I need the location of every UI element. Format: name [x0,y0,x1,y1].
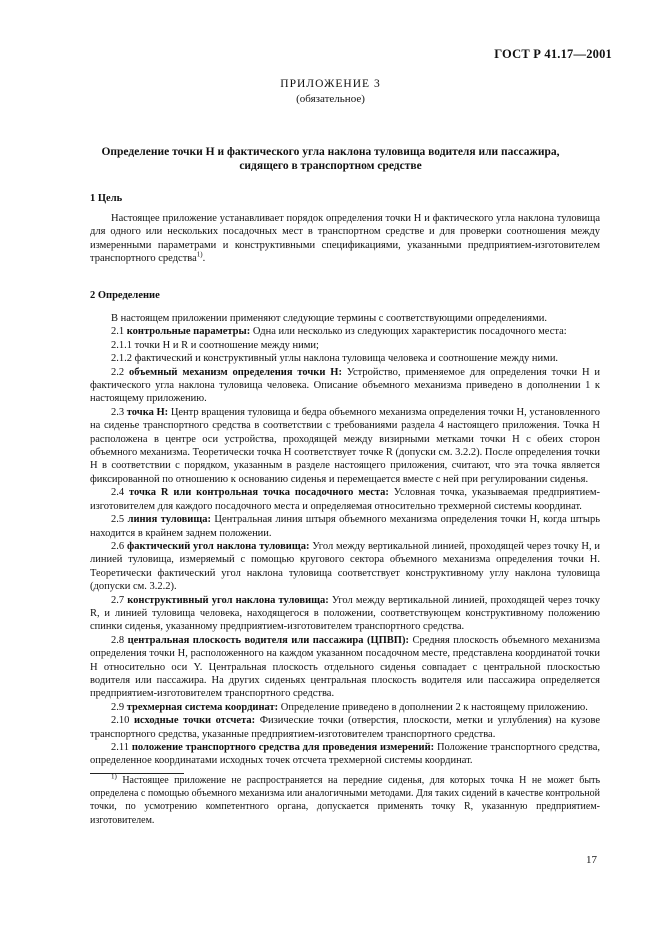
definition-number: 2.1 [111,326,125,338]
definition-item [90,366,600,406]
definition-number: 2.4 [111,487,125,499]
section-1-text: Настоящее приложение устанавливает порядок определения точки H и фактического угла наклона туловища для одного или нескольких посадочных мест в транспортном средстве и для проверки соотношения между измеренными параметрами и конструктивными спецификациями, указанными предприятием-изготовителем транспортного средства [90,213,600,265]
appendix-label: ПРИЛОЖЕНИЕ 3 [280,78,381,90]
definition-text: Центр вращения туловища и бедра объемного механизма определения точки H, установленного на сиденье транспортного средства в соответствии с требованиями раздела 4 настоящего приложения. Точка H расположена в центре оси устройства, проходящей между визирными метками точки H с обеих сторон объемного механизма. Теоретически точка H соответствует точке R (допуски см. 3.2.2). После определения точки H в соответствии с порядком, указанным в разделе настоящего приложения, считают, что эта точка является фиксированной по отношению к основанию сиденья и перемещается вместе с ней при регулировании сиденья. [90,406,600,485]
footnote-ref: 1) [196,250,203,259]
definition-number: 2.7 [111,594,125,606]
definition-number: 2.11 [111,742,129,753]
definition-term: контрольные параметры: [126,326,251,338]
definition-number: 2.6 [111,540,125,552]
definition-term: фактический угол наклона туловища: [126,540,310,552]
definition-text: Угол между вертикальной линией, проходящей через точку R, и линией туловища человека, находящегося в положении, соответствующем конструктивному положению спинки сиденья, указанному предприятием-изготовителем транспортного средства. [90,594,600,633]
definition-term: точка H: [126,406,169,418]
definition-text: фактический и конструктивный углы наклона туловища человека и соотношение между ними. [134,353,559,365]
section-2-heading: 2 Определение [90,290,160,301]
definition-number: 2.2 [111,366,125,378]
title-line-2: сидящего в транспортном средстве [239,160,422,172]
footnote-paragraph [90,772,600,827]
document-header: ГОСТ Р 41.17—2001 [494,47,612,61]
definition-text: Центральная линия штыря объемного механизма определения точки H, когда штырь находится в крайнем заднем положении. [90,514,600,539]
definition-term: положение транспортного средства для проведения измерений: [131,742,435,753]
definition-number: 2.8 [111,634,125,646]
definition-number: 2.9 [111,701,125,713]
definition-text: Угол между вертикальной линией, проходящей через точку H, и линией туловища, измеряемый с помощью кругового сектора объемного механизма определения точки H. Теоретически фактический угол наклона туловища соответствует конструктивному углу наклона туловища (допуски см. 3.2.2). [90,540,601,593]
section-1-text-end: . [202,253,206,265]
definition-item [90,594,600,634]
definition-item [90,513,600,540]
footnote-text: Настоящее приложение не распространяется на передние сиденья, для которых точка H не может быть определена с помощью объемного механизма или аналогичными методами. Для таких сидений в качестве контрольной точки, по усмотрению компетентного органа, допускается применять точку R, указанную предприятием-изготовителем. [90,775,600,826]
definition-item [90,741,600,768]
definition-item [90,352,600,365]
definition-term: центральная плоскость водителя или пассажира (ЦПВП): [127,634,409,646]
definition-number: 2.10 [111,715,130,727]
definition-item [90,540,600,594]
section-2-body [90,312,600,768]
section-2-intro: В настоящем приложении применяют следующие термины с соответствующими определениями. [111,313,548,324]
section-1-body [90,212,600,266]
definition-text: Определение приведено в дополнении 2 к настоящему приложению. [280,701,588,713]
definition-text: Устройство, применяемое для определения точки H и фактического угла наклона туловища человека. Описание объемного механизма приведено в дополнении 1 к настоящему приложению. [90,366,601,405]
definition-text: Одна или несколько из следующих характеристик посадочного места: [252,326,567,338]
definition-text: Средняя плоскость объемного механизма определения точки H, расположенного на каждом указанном посадочном месте, представлена координатой точки H относительно оси Y. Центральная плоскость отдельного сиденья совпадает с центральной плоскостью водителя или пассажира. На других сиденьях центральная плоскость водителя или пассажира определяется предприятием-изготовителем транспортного средства. [90,634,601,700]
definition-text: Положение транспортного средства, определенное координатами исходных точек отсчета трехмерной системы координат. [90,742,601,767]
definition-item [90,339,600,352]
definition-item [90,714,600,741]
section-1-heading: 1 Цель [90,193,123,204]
definition-term: линия туловища: [127,514,211,526]
definition-term: исходные точки отсчета: [133,715,256,727]
section-1-paragraph [90,212,600,266]
definition-item [90,406,600,486]
footnote-mark: 1) [111,772,117,781]
definition-term: трехмерная система координат: [126,701,279,713]
definition-term: точка R или контрольная точка посадочного места: [128,487,389,499]
definition-text: Условная точка, указываемая предприятием-изготовителем для каждого посадочного места и определяемая относительно трехмерной системы координат. [90,487,600,512]
definition-number: 2.1.1 [111,339,132,351]
definition-item [90,486,600,513]
definition-number: 2.5 [111,514,125,526]
definition-item [90,634,600,701]
definition-item [90,701,600,714]
title-line-1: Определение точки H и фактического угла наклона туловища водителя или пассажира, [101,146,560,158]
definition-item [90,325,600,338]
page-number: 17 [586,854,597,866]
definition-number: 2.1.2 [111,353,132,365]
definition-text: точки H и R и соотношение между ними; [134,339,319,351]
appendix-title [70,145,591,173]
definition-term: конструктивный угол наклона туловища: [127,594,329,606]
appendix-status: (обязательное) [296,93,365,105]
footnote [90,772,600,827]
definition-number: 2.3 [111,406,125,418]
definition-text: Физические точки (отверстия, плоскости, метки и углубления) на кузове транспортного средства, указанные предприятием-изготовителем транспортного средства. [90,715,600,740]
definition-term: объемный механизм определения точки H: [129,366,342,378]
